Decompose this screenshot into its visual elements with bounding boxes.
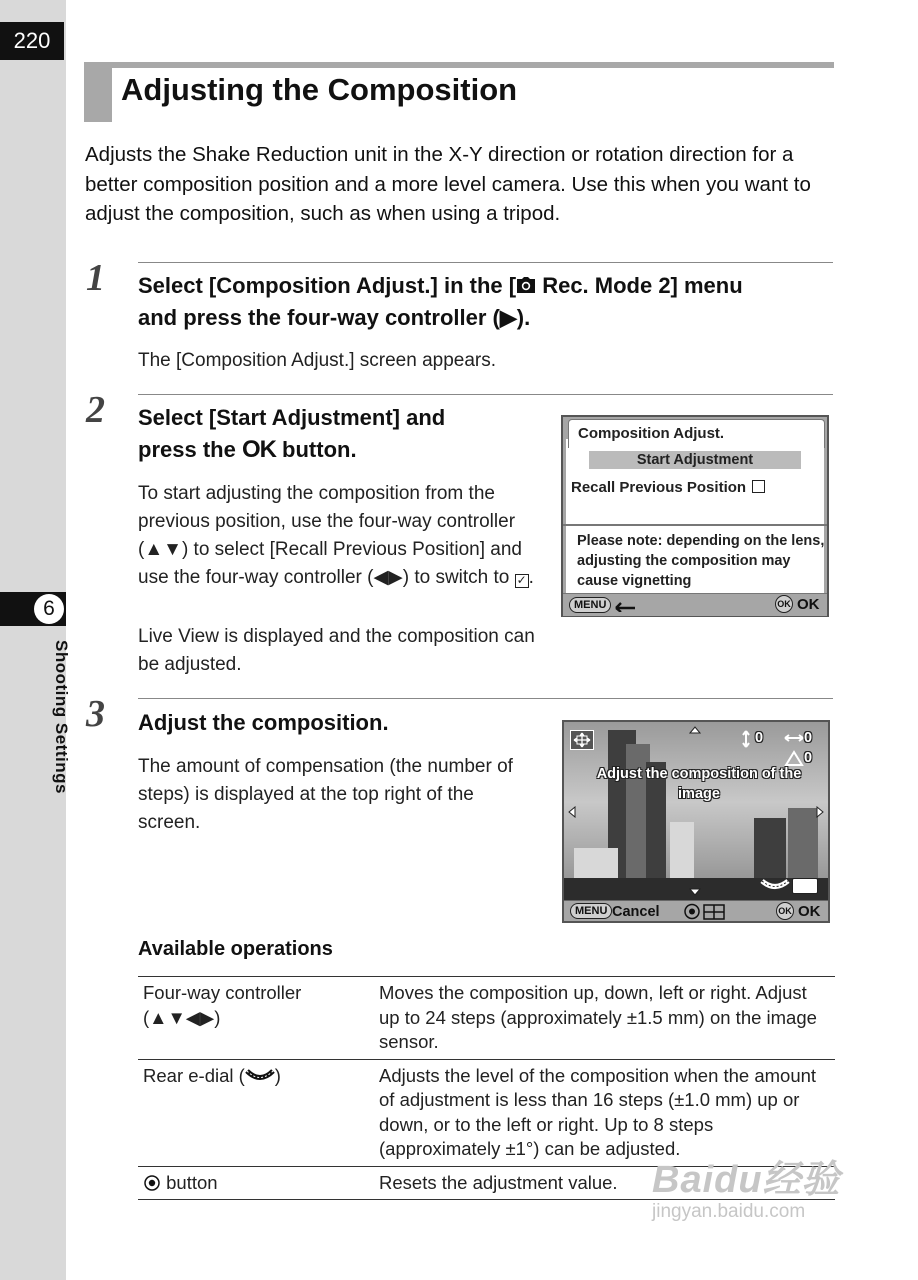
step-body: The amount of compensation (the number of steps) is displayed at the top right of the screen. <box>138 756 513 833</box>
recall-previous-option[interactable] <box>571 479 765 496</box>
screen-divider <box>563 524 827 526</box>
building <box>788 808 818 884</box>
intro-paragraph: Adjusts the Shake Reduction unit in the X-Y direction or rotation direction for a better composition position and a more level camera. Use this when you want to adjust the composition, such as when using a tripod. <box>85 143 811 225</box>
control-text: ) <box>274 1064 281 1086</box>
title-marker <box>84 62 112 122</box>
ok-badge-icon: OK <box>776 902 794 920</box>
page-number: 220 <box>0 22 64 60</box>
left-arrow-icon <box>568 806 576 818</box>
step-body <box>138 480 538 592</box>
operations-heading: Available operations <box>138 938 333 960</box>
control-text: button <box>166 1171 218 1193</box>
step-number: 1 <box>86 257 105 299</box>
vertical-steps: 0 <box>755 730 764 746</box>
screen-footer <box>564 900 828 922</box>
baidu-watermark <box>652 1148 841 1223</box>
body-text: To start adjusting the composition from the previous position, use the four-way controller (▲▼) to select [Recall Previous Position] and use the four-way controller (◀▶) to switch to <box>138 483 522 588</box>
rear-dial-icon <box>760 878 790 892</box>
right-arrow-icon <box>816 806 824 818</box>
heading-text: button. <box>275 437 357 462</box>
watermark-logo: Baidu经验 <box>652 1159 841 1201</box>
description-cell: Resets the adjustment value. <box>374 1166 835 1200</box>
table-row <box>138 977 835 1060</box>
step-divider <box>138 262 833 263</box>
horizontal-steps: 0 <box>804 730 813 746</box>
rear-e-dial-icon <box>245 1068 275 1084</box>
heading-text: and press the four-way controller (▶). <box>138 305 531 330</box>
description-cell: Moves the composition up, down, left or right. Adjust up to 24 steps (approximately ±1.5 mm) on the image sensor. <box>374 977 835 1060</box>
description-cell: Adjusts the level of the composition when the amount of adjustment is less than 16 steps (±1.0 mm) up or down, or to the left or right. Up to 8 steps (approximately ±1°) can be adjusted. <box>374 1059 835 1166</box>
composition-adjust-icon <box>570 730 594 750</box>
control-cell <box>138 1059 374 1166</box>
down-arrow-icon <box>689 888 701 896</box>
control-cell <box>138 1166 374 1200</box>
heading-text: Rec. Mode 2] menu <box>536 273 743 298</box>
menu-button[interactable]: MENU <box>569 597 611 613</box>
back-arrow-icon <box>613 597 639 612</box>
building <box>754 818 786 884</box>
body-text: . <box>528 567 534 588</box>
live-view-screen <box>562 720 830 923</box>
reset-button-icon <box>143 1174 161 1192</box>
ok-badge-icon: OK <box>775 595 793 613</box>
heading-text: Select [Composition Adjust.] in the [ <box>138 273 517 298</box>
control-cell: Four-way controller (▲▼◀▶) <box>138 977 374 1060</box>
rotation-steps: 0 <box>804 750 813 766</box>
step-heading <box>138 270 838 334</box>
heading-text: press the <box>138 437 242 462</box>
vertical-shift-icon <box>740 730 752 748</box>
up-arrow-icon <box>689 726 701 734</box>
ok-label[interactable]: OK <box>798 903 821 920</box>
adjust-message: Adjust the composition of the image <box>596 766 802 802</box>
vignetting-note: Please note: depending on the lens, adjusting the composition may cause vignetting <box>577 533 825 589</box>
chapter-title: Shooting Settings <box>52 640 71 794</box>
step-heading: Adjust the composition. <box>138 710 389 735</box>
heading-text: Select [Start Adjustment] and <box>138 405 446 430</box>
control-text: Rear e-dial ( <box>143 1064 245 1086</box>
menu-button[interactable]: MENU <box>570 903 612 919</box>
ok-label[interactable]: OK <box>797 596 820 613</box>
screen-footer <box>563 593 827 616</box>
building <box>670 822 694 882</box>
menu-title: Composition Adjust. <box>578 425 725 442</box>
option-label: Recall Previous Position <box>571 479 747 496</box>
step-number: 2 <box>86 389 105 431</box>
reset-grid-icon <box>684 903 728 920</box>
battery-icon <box>792 878 818 894</box>
step-body-2: Live View is displayed and the composition can be adjusted. <box>138 626 535 675</box>
checkbox-checked-icon: ✓ <box>516 573 527 587</box>
ok-icon: OK <box>241 436 276 463</box>
step-divider <box>138 698 833 699</box>
step-divider <box>138 394 833 395</box>
step-number: 3 <box>86 693 105 735</box>
title-rule <box>84 62 834 68</box>
chapter-number: 6 <box>34 594 64 624</box>
start-adjustment-option[interactable]: Start Adjustment <box>589 451 801 469</box>
composition-adjust-screen <box>561 415 829 617</box>
watermark-url: jingyan.baidu.com <box>652 1201 806 1222</box>
live-view-image <box>564 722 828 900</box>
page-title: Adjusting the Composition <box>121 72 518 107</box>
checkbox-icon[interactable] <box>752 480 765 493</box>
step-heading <box>138 402 548 466</box>
cancel-label[interactable]: Cancel <box>612 904 660 920</box>
step-body: The [Composition Adjust.] screen appears. <box>138 350 497 371</box>
building <box>574 848 618 882</box>
horizontal-shift-icon <box>784 732 804 744</box>
camera-icon <box>516 277 536 294</box>
